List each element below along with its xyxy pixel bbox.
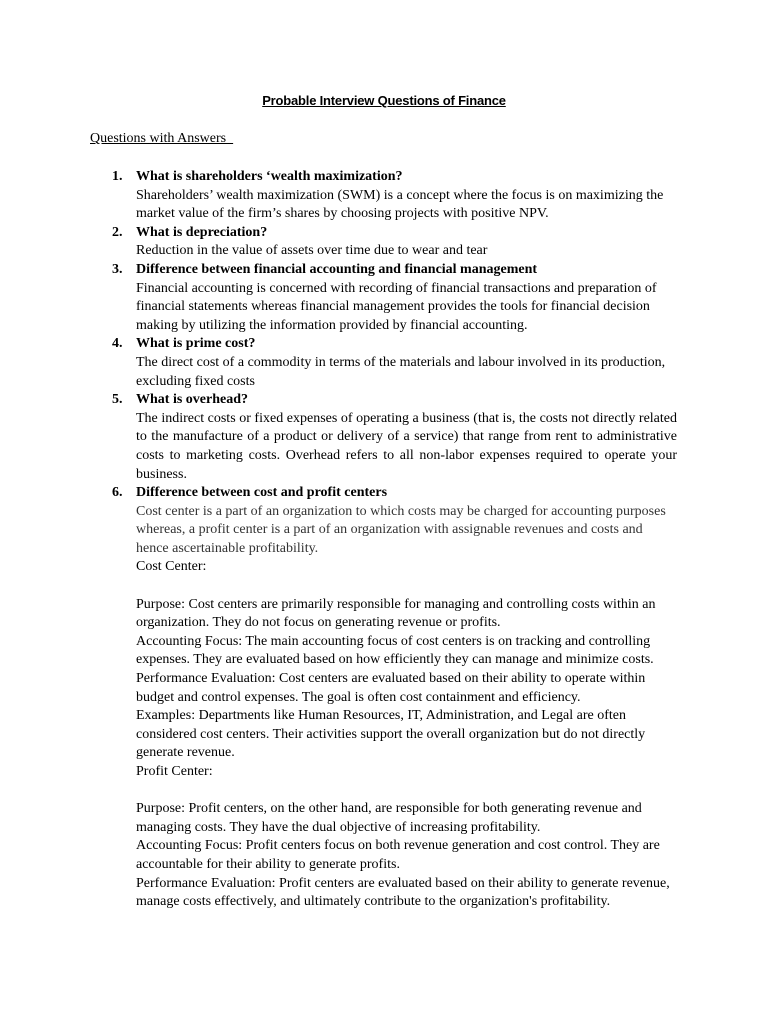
profit-center-accounting-focus: Accounting Focus: Profit centers focus on both revenue generation and cost control. They are accountable for their ability to generate profits.: [136, 838, 660, 872]
blank-line: [0, 782, 768, 801]
cost-center-examples: Examples: Departments like Human Resources, IT, Administration, and Legal are often considered cost centers. Their activities support the overall organization but do not directly generate revenue.: [136, 708, 646, 761]
qa-item-4: [0, 335, 768, 391]
qa-item-2: [0, 224, 768, 261]
qa-answer: Reduction in the value of assets over time due to wear and tear: [136, 243, 488, 259]
qa-item-3: [0, 261, 768, 335]
cost-center-accounting-focus: Accounting Focus: The main accounting focus of cost centers is on tracking and controlling expenses. They are evaluated based on how efficiently they can manage and minimize costs.: [136, 633, 654, 668]
qa-number: 3.: [112, 261, 123, 277]
blank-line: [0, 577, 768, 596]
profit-center-heading: Profit Center:: [136, 764, 213, 779]
qa-list: [0, 168, 768, 912]
profit-center-purpose: Purpose: Profit centers, on the other hand, are responsible for both generating revenue and managing costs. They have the dual objective of increasing profitability.: [136, 801, 642, 835]
qa-question: Difference between financial accounting and financial management: [136, 261, 538, 277]
qa-answer: Cost center is a part of an organization to which costs may be charged for accounting purposes whereas, a profit center is a part of an organization with assignable revenues and costs and hence ascertainable profitability.: [136, 503, 666, 556]
cost-center-performance-evaluation: Performance Evaluation: Cost centers are evaluated based on their ability to operate within budget and control expenses. The goal is often cost containment and efficiency.: [136, 671, 646, 705]
qa-question: What is overhead?: [136, 392, 248, 408]
qa-item-6: [0, 484, 768, 912]
qa-answer: Shareholders’ wealth maximization (SWM) is a concept where the focus is on maximizing the market value of the firm’s shares by choosing projects with positive NPV.: [136, 187, 664, 222]
qa-answer: The direct cost of a commodity in terms of the materials and labour involved in its production, excluding fixed costs: [136, 354, 666, 389]
qa-question: What is depreciation?: [136, 224, 268, 240]
qa-item-5: [0, 391, 768, 484]
qa-answer: Financial accounting is concerned with recording of financial transactions and preparation of financial statements whereas financial management provides the tools for financial decision making by utilizing the information provided by financial accounting.: [136, 280, 657, 333]
qa-number: 5.: [112, 392, 123, 408]
cost-center-purpose: Purpose: Cost centers are primarily responsible for managing and controlling costs within an organization. They do not focus on generating revenue or profits.: [136, 596, 656, 631]
section-heading: Questions with Answers: [90, 131, 234, 146]
cost-center-heading: Cost Center:: [136, 559, 207, 575]
qa-item-1: [0, 168, 768, 224]
qa-question: What is shareholders ‘wealth maximization?: [136, 169, 403, 184]
qa-answer: The indirect costs or fixed expenses of operating a business (that is, the costs not directly related to the manufacture of a product or delivery of a service) that range from rent to administrative costs to marketing costs. Overhead refers to all non-labor expenses required to operate your business.: [136, 410, 677, 482]
profit-center-performance-evaluation: Performance Evaluation: Profit centers are evaluated based on their ability to generate revenue, manage costs effectively, and ultimately contribute to the organization's profitability.: [136, 875, 670, 910]
qa-number: 6.: [112, 485, 123, 501]
qa-number: 4.: [112, 336, 123, 352]
qa-question: Difference between cost and profit centers: [136, 485, 388, 501]
document-title: Probable Interview Questions of Finance: [262, 93, 506, 108]
qa-number: 1.: [112, 169, 123, 184]
qa-question: What is prime cost?: [136, 336, 256, 352]
qa-number: 2.: [112, 224, 123, 240]
